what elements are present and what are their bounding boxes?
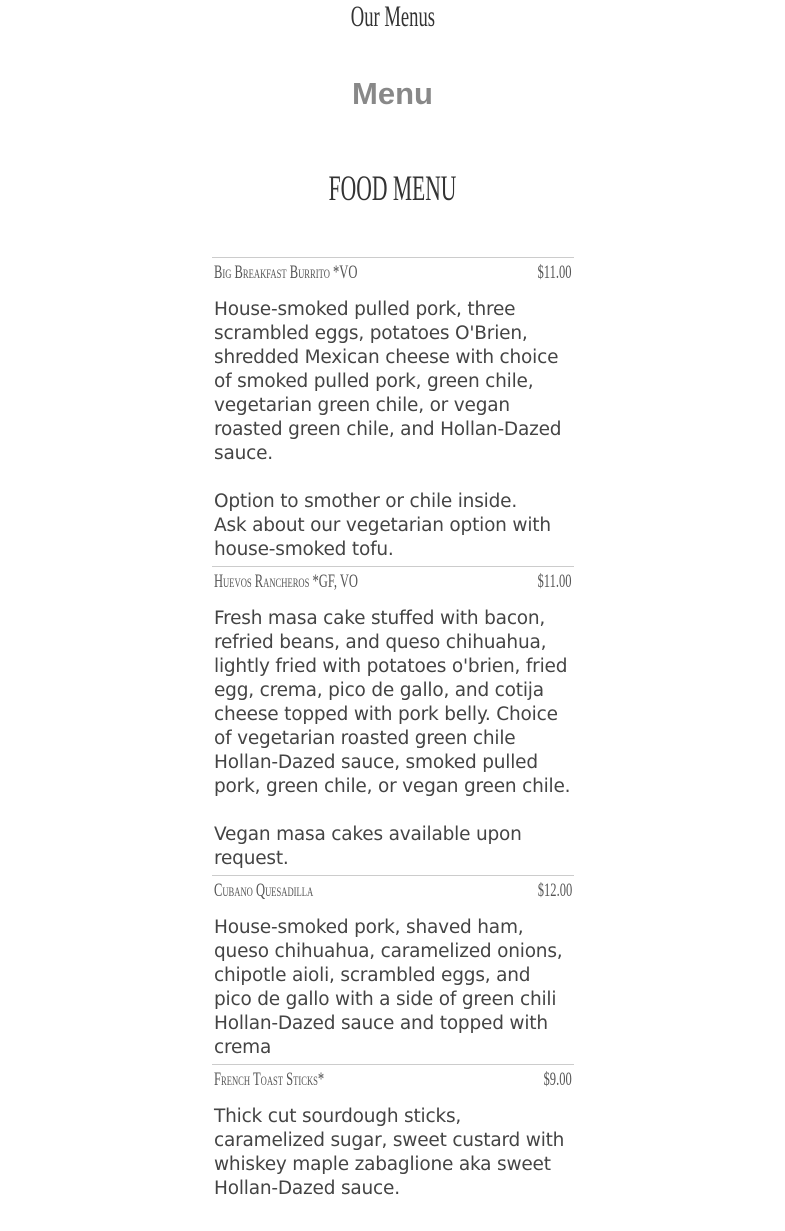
menu-item-list	[212, 257, 574, 1205]
menu-item-price: $11.00	[537, 262, 572, 283]
menu-item-header	[212, 567, 574, 595]
page-heading	[0, 0, 785, 34]
menu-item-name: French Toast Sticks*	[214, 1069, 325, 1090]
menu-item-name: Cubano Quesadilla	[214, 880, 314, 901]
menu-item-description: House-smoked pork, shaved ham, queso chihuahua, caramelized onions, chipotle aioli, scrambled eggs, and pico de gallo with a side of green chili Hollan-Dazed sauce and topped with crema	[214, 917, 563, 1058]
menu-item-name: Huevos Rancheros *GF, VO	[214, 571, 358, 592]
menu-title: Menu	[352, 76, 433, 111]
section-title-text: FOOD MENU	[328, 168, 457, 208]
menu-item-header	[212, 258, 574, 286]
menu-item	[212, 1064, 574, 1205]
menu-item-description: Fresh masa cake stuffed with bacon, refried beans, and queso chihuahua, lightly fried with potatoes o'brien, fried egg, crema, pico de gallo, and cotija cheese topped with pork belly. Choice of vegetarian roasted green chile Hollan-Dazed sauce, smoked pulled pork, green chile, or vegan green chile. Vegan masa cakes available upon request.	[214, 608, 571, 869]
menu-item-price: $12.00	[537, 880, 572, 901]
menu-item-description: House-smoked pulled pork, three scrambled eggs, potatoes O'Brien, shredded Mexican cheese with choice of smoked pulled pork, green chile, vegetarian green chile, or vegan roasted green chile, and Hollan-Dazed sauce. Option to smother or chile inside. Ask about our vegetarian option with house-smoked tofu.	[214, 299, 562, 560]
menu-item-name: Big Breakfast Burrito *VO	[214, 262, 358, 283]
menu-item	[212, 566, 574, 875]
menu-item-header	[212, 1065, 574, 1093]
section-title	[0, 168, 785, 208]
menu-item-price: $11.00	[537, 571, 572, 592]
menu-item	[212, 875, 574, 1064]
menu-item-description: Thick cut sourdough sticks, caramelized sugar, sweet custard with whiskey maple zabaglione aka sweet Hollan-Dazed sauce.	[214, 1106, 565, 1199]
menu-item-price: $9.00	[543, 1069, 572, 1090]
menu-item-header	[212, 876, 574, 904]
page-heading-text: Our Menus	[350, 0, 435, 33]
menu-item	[212, 257, 574, 566]
